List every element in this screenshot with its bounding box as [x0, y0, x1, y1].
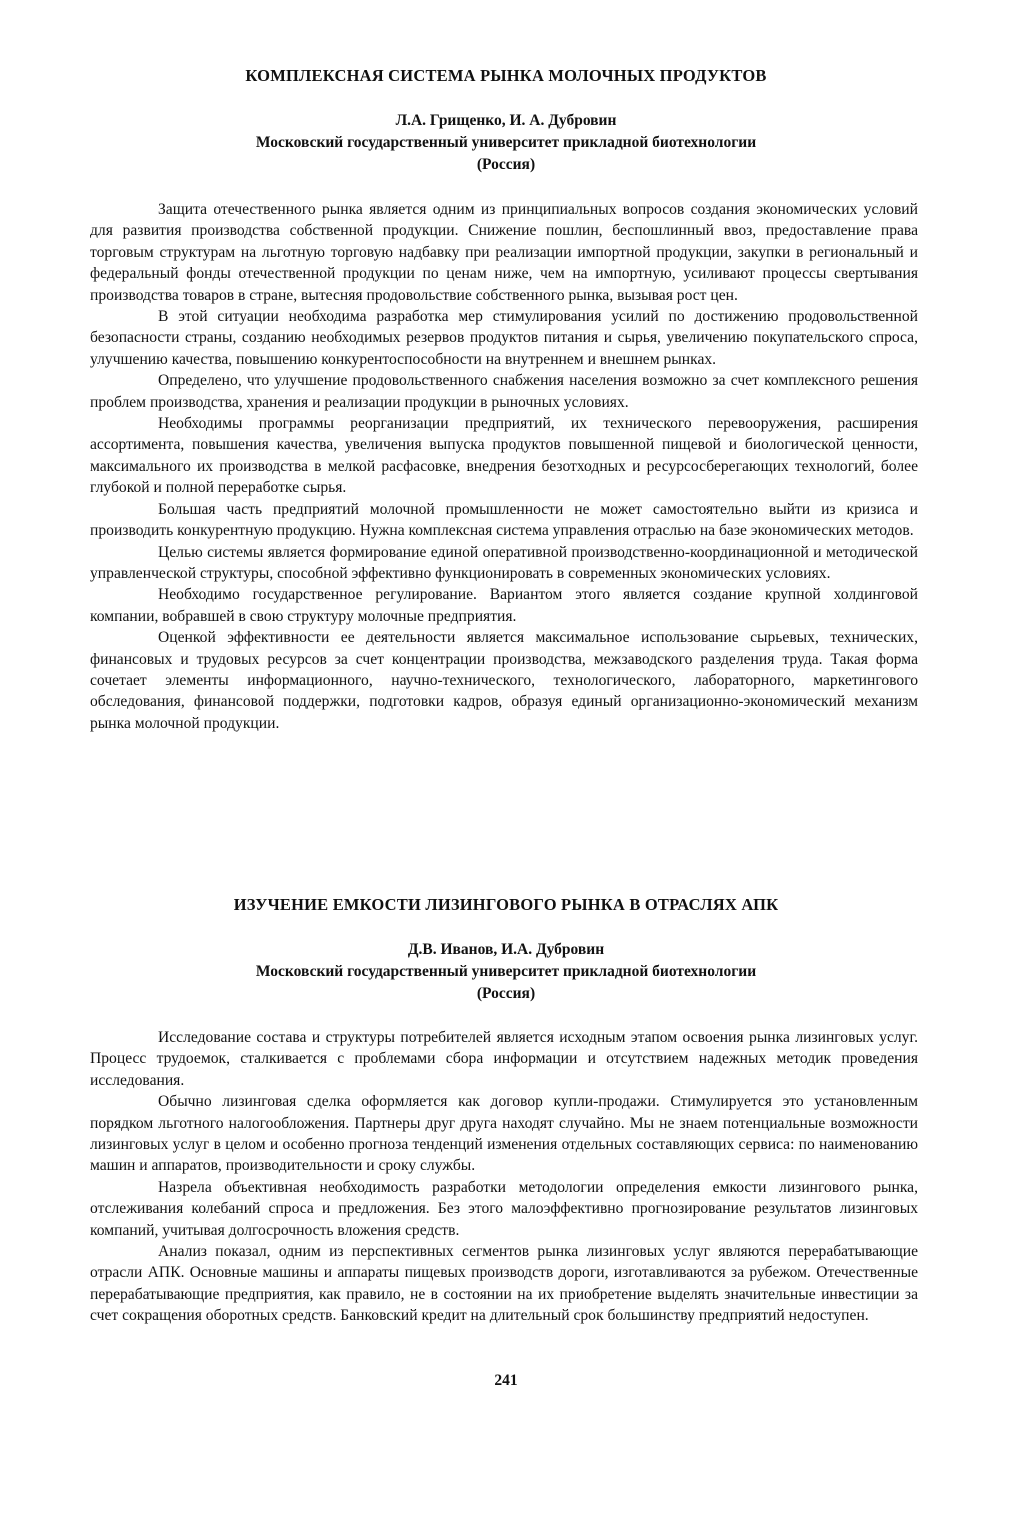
article1-body — [90, 199, 918, 734]
article1-paragraph-6: Целью системы является формирование единой оперативной производственно-координационной и методической управленческой структуры, способной эффективно функционировать в современных экономических условиях. — [90, 543, 918, 582]
article2-authors: Д.В. Иванов, И.А. Дубровин — [407, 941, 605, 958]
page-number: 241 — [494, 1372, 518, 1389]
article1-affiliation: Московский государственный университет прикладной биотехнологии — [255, 134, 757, 151]
article2-paragraph-2: Обычно лизинговая сделка оформляется как договор купли-продажи. Стимулируется это установленным порядком льготного налогообложения. Партнеры друг друга находят случайно. Мы не знаем потенциальные возможности лизинговых услуг в целом и особенно прогноза тенденций изменения отдельных составляющих сервиса: по наименованию машин и аппаратов, производительности и сроку службы. — [90, 1093, 918, 1175]
article2-paragraph-1: Исследование состава и структуры потребителей является исходным этапом освоения рынка лизинговых услуг. Процесс трудоемок, сталкивается с проблемами сбора информации и отсутствием надежных методик проведения исследования. — [90, 1029, 918, 1089]
article1-authors: Л.А. Грищенко, И. А. Дубровин — [395, 112, 617, 129]
article1-paragraph-7: Необходимо государственное регулирование. Вариантом этого является создание крупной холдинговой компании, вобравшей в свою структуру молочные предприятия. — [90, 586, 918, 625]
article1-country: (Россия) — [476, 156, 536, 173]
article2-paragraph-3: Назрела объективная необходимость разработки методологии определения емкости лизингового рынка, отслеживания колебаний спроса и предложения. Без этого малоэффективно прогнозирование результатов лизинговых компаний, учитывая долгосрочность вложения средств. — [90, 1178, 918, 1239]
article2-body — [90, 1027, 918, 1327]
article2-title: ИЗУЧЕНИЕ ЕМКОСТИ ЛИЗИНГОВОГО РЫНКА В ОТРАСЛЯХ АПК — [233, 895, 779, 914]
article2-paragraph-4: Анализ показал, одним из перспективных сегментов рынка лизинговых услуг являются перерабатывающие отрасли АПК. Основные машины и аппараты пищевых производств дороги, изготавливаются за рубежом. Отечественные перерабатывающие предприятия, как правило, не в состоянии на их приобретение выделять значительные инвестиции за счет сокращения оборотных средств. Банковский кредит на длительный срок большинству предприятий недоступен. — [90, 1243, 918, 1325]
article1-paragraph-5: Большая часть предприятий молочной промышленности не может самостоятельно выйти из кризиса и производить конкурентную продукцию. Нужна комплексная система управления отраслью на базе экономических методов. — [90, 500, 918, 540]
article2-affiliation: Московский государственный университет прикладной биотехнологии — [255, 963, 757, 980]
article1-title: КОМПЛЕКСНАЯ СИСТЕМА РЫНКА МОЛОЧНЫХ ПРОДУКТОВ — [245, 66, 767, 85]
article1-paragraph-1: Защита отечественного рынка является одним из принципиальных вопросов создания экономических условий для развития производства собственной продукции. Снижение пошлин, беспошлинный ввоз, предоставление права торговым структурам на льготную торговую надбавку при реализации импортной продукции, закупки в региональный и федеральный фонды отечественной продукции по ценам ниже, чем на импортную, усиливают процессы свертывания производства товаров в стране, вытесняя продовольствие собственного рынка, вызывая рост цен. — [90, 201, 918, 304]
article1-paragraph-3: Определено, что улучшение продовольственного снабжения населения возможно за счет комплексного решения проблем производства, хранения и реализации продукции в рыночных условиях. — [90, 372, 918, 411]
article1-paragraph-2: В этой ситуации необходима разработка мер стимулирования усилий по достижению продовольственной безопасности страны, созданию необходимых резервов продуктов питания и сырья, увеличению покупательского спроса, улучшению качества, повышению конкурентоспособности на внутреннем и внешнем рынках. — [90, 308, 918, 368]
article1-paragraph-4: Необходимы программы реорганизации предприятий, их технического перевооружения, расширения ассортимента, повышения качества, увеличения выпуска продуктов повышенной пищевой и биологической ценности, максимального их производства в мелкой расфасовке, внедрения безотходных и ресурсосберегающих технологий, более глубокой и полной переработке сырья. — [90, 415, 918, 497]
article2-country: (Россия) — [476, 985, 536, 1002]
article1-paragraph-8: Оценкой эффективности ее деятельности является максимальное использование сырьевых, технических, финансовых и трудовых ресурсов за счет концентрации производства, межзаводского разделения труда. Такая форма сочетает элементы информационного, научно-технического, технологического, лабораторного, маркетингового обследования, финансовой поддержки, подготовки кадров, образуя единый организационно-экономический механизм рынка молочной продукции. — [90, 629, 918, 732]
